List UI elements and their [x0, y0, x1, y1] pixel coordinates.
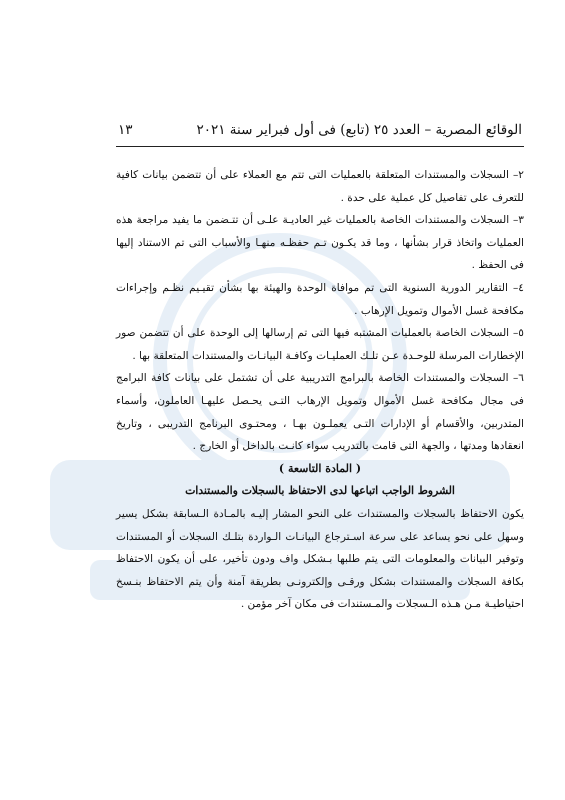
header-title: الوقائع المصرية – العدد ٢٥ (تابع) فى أول فبراير سنة ٢٠٢١ [196, 122, 522, 138]
header-divider [116, 146, 524, 147]
paragraph-annual-reports: ٤– التقارير الدورية السنوية التى تم موافاة الوحدة والهيئة بها بشأن تقيـيم نظـم وإجراءات مكافحة غسل الأموال وتمويل الإرهاب . [116, 281, 524, 317]
paragraph-training-records: ٦– السجلات والمستندات الخاصة بالبرامج التدريبية على أن تشتمل على بيانات كافة البرامج فى مجال مكافحة غسل الأموال وتمويل الإرهاب التـى يحـصل عليهـا العاملون، وأسماء المتدربين، والأقسام أو الإدارات التـى يعملـون بهـا ، ومحتـوى البرنامج التدريبى ، وتاريخ انعقادها ومدتها ، والجهة التى قامت بالتدريب سواء كانـت بالداخل أو الخارج . [116, 372, 524, 453]
article-text: يكون الاحتفاظ بالسجلات والمستندات على النحو المشار إليـه بالمـادة الـسابقة بشكل يسير وسهل على نحو يساعد على سرعة اسـترجاع البيانـات الـواردة بتلـك السجلات أو المستندات وتوفير البيانات والمعلومات التى يتم طلبها بـشكل واف ودون تأخير، على أن يكون الاحتفاظ بكافة السجلات والمستندات بشكل ورقـى وإلكترونـى بطريقة آمنة وأن يتم الاحتفاظ بنـسخ احتياطيـة مـن هـذه الـسجلات والمـستندات فى مكان آخر مؤمن . [116, 507, 524, 611]
article-subheading: الشروط الواجب اتباعها لدى الاحتفاظ بالسجلات والمستندات [185, 484, 455, 498]
page-header [118, 122, 522, 138]
paragraph-records-customer-transactions: ٢– السجلات والمستندات المتعلقة بالعمليات التى تتم مع العملاء على أن تتضمن بيانات كافية للتعرف على تفاصيل كل عملية على حدة . [116, 169, 524, 204]
paragraph-suspicious-transactions: ٥– السجلات الخاصة بالعمليات المشتبه فيها التى تم إرسالها إلى الوحدة على أن تتضمن صور الإخطارات المرسلة للوحـدة عـن تلـك العمليـات وكافـة البيانـات والمستندات المتعلقة بها . [116, 327, 524, 362]
document-body [116, 164, 524, 616]
paragraph-records-unusual-transactions: ٣– السجلات والمستندات الخاصة بالعمليات غير العاديـة علـى أن تتـضمن ما يفيد مراجعة هذه العمليات واتخاذ قرار بشأنها ، وما قد يكـون تـم حفظـه منهـا والأسباب التى تم الاستناد إليها فى الحفظ . [116, 214, 524, 272]
page-number: ١٣ [118, 122, 133, 138]
article-heading: ( المادة التاسعة ) [278, 461, 362, 475]
